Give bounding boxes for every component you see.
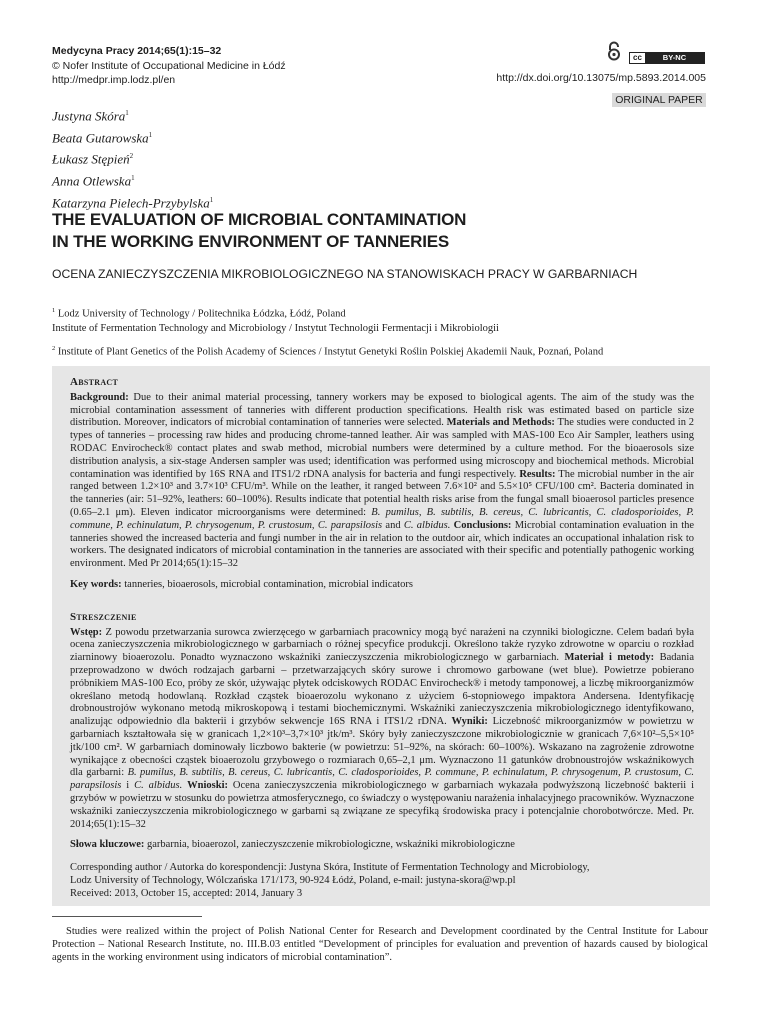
abstract-box <box>52 366 710 906</box>
streszczenie-text: Wstęp: Z powodu przetwarzania surowca zwierzęcego w garbarniach pracownicy mogą być narażeni na czynniki biologiczne. Celem badań była ocena zanieczyszczenia mikrobiologicznego w garbarniach o różnej specyfice produkcji. Określono także ryzyko zdrowotne w oparciu o rozkład ziarninowy bioaerozolu. Ponadto wyznaczono wskaźniki zanieczyszczenia mikrobiologicznego w garbarniach. Materiał i metody: Badania przeprowadzono w dwóch rodzajach garbarni – przetwarzających skóry surowe i chromowo garbowane (wet blue). Powietrze pobierano próbnikiem MAS-100 Eco, próby ze skór, używając płytek odciskowych RODAC Envirocheck® i metody tamponowej, a liczbę mikroorganizmów określano metodą hodowlaną. Rozkład cząstek bioaerozolu wykonano z użyciem 6-stopniowego impaktora Andersena. Identyfikację drobnoustrojów wykonano metodą mikroskopową i testami biochemicznymi. Wskaźniki zanieczyszczenia mikrobiologicznego identyfikowano, analizując odpowiednio dla bakterii i grzybów sekwencje 16S RNA i ITS1/2 rDNA. Wyniki: Liczebność mikroorganizmów w powietrzu w garbarniach kształtowała się w granicach 1,2×10³–3,7×10³ jtk/m³. Skóry były zanieczyszczone mikrobiologicznie w granicach 7,6×10²–5,5×10⁵ jtk/100 cm². W garbarniach dominowały liczbowo bakterie (w powietrzu: 51–92%, na skórach: 60–100%). Wskazano na zagrożenie zdrowotne wynikające z obecności cząstek bioaerozolu grzybowego o rozmiarach 0,65–2,1 μm. Wyznaczono 11 gatunków drobnoustrojów wskaźnikowych dla garbarni: B. pumilus, B. subtilis, B. cereus, C. lubricantis, C. cladosporioides, P. commune, P. echinulatum, P. chrysogenum, P. crustosum, C. parapsilosis i C. albidus. Wnioski: Ocena zanieczyszczenia mikrobiologicznego w garbarniach wykazała podwyższoną liczebność bakterii i grzybów w powietrzu w stosunku do powietrza atmosferycznego, co świadczy o występowaniu narażenia inhalacyjnego pracowników. Wyznaczone wskaźniki zanieczyszczenia mikrobiologicznego w garbarni są związane ze specyfiką środowiska pracy i potencjalnie chorobotwórcze. Med. Pr. 2014;65(1):15–32 <box>70 626 695 830</box>
author-list <box>52 104 213 212</box>
journal-title: Medycyna Pracy 2014;65(1):15–32 <box>52 45 222 57</box>
slowa-kluczowe: Słowa kluczowe: garbarnia, bioaerozol, zanieczyszczenie mikrobiologiczne, wskaźniki mikrobiologiczne <box>70 839 515 851</box>
article-type-badge: ORIGINAL PAPER <box>612 93 706 107</box>
funding-footnote: Studies were realized within the project of Polish National Center for Research and Development coordinated by the Central Institute for Labour Protection – National Research Institute, no. III.B.03 entitled “Development of principles for evaluation and prevention of hazards caused by biological agents in the working environment using indicators of microbial contamination”. <box>52 926 708 963</box>
keywords: Key words: tanneries, bioaerosols, microbial contamination, microbial indicators <box>70 578 413 590</box>
author-name: Beata Gutarowska$^1$ <box>52 129 153 145</box>
affiliations: $^1$ Lodz University of Technology / Politechnika Łódzka, Łódź, Poland Institute of Fermentation Technology and Microbiology / Instytut Technologii Fermentacji i Mikrobiologii $^2$ Institute of Plant Genetics of the Polish Academy of Sciences / Instytut Genetyki Roślin Polskiej Akademii Nauk, Poznań, Poland <box>52 304 712 359</box>
copyright-line: © Nofer Institute of Occupational Medicine in Łódź <box>52 59 286 72</box>
affiliation-2: Institute of Plant Genetics of the Polish Academy of Sciences / Instytut Genetyki Roślin Polskiej Akademii Nauk, Poznań, Poland <box>57 346 604 357</box>
creative-commons-icon <box>629 52 705 64</box>
affiliation-1: Lodz University of Technology / Politechnika Łódzka, Łódź, Poland <box>57 308 346 320</box>
paper-subtitle: OCENA ZANIECZYSZCZENIA MIKROBIOLOGICZNEGO NA STANOWISKACH PRACY W GARBARNIACH <box>52 267 638 281</box>
author-name: Anna Otlewska$^1$ <box>52 173 135 189</box>
journal-url[interactable]: http://medpr.imp.lodz.pl/en <box>52 74 176 86</box>
footnote-divider <box>52 916 202 917</box>
doi-link[interactable]: http://dx.doi.org/10.13075/mp.5893.2014.005 <box>496 72 706 84</box>
streszczenie-heading: Streszczenie <box>70 610 137 623</box>
open-access-icon <box>607 41 621 61</box>
author-name: Katarzyna Pielech-Przybylska$^1$ <box>52 194 214 210</box>
abstract-text: Background: Due to their animal material processing, tannery workers may be exposed to biological agents. The aim of the study was the microbial contamination assessment of tanneries with different production specifications. Health risk was estimated based on particle size distribution. Moreover, indicators of microbial contamination of tanneries were selected. Materials and Methods: The studies were conducted in 2 types of tanneries – processing raw hides and producing chrome-tanned leather. Air was sampled with MAS-100 Eco Air Sampler, leathers using RODAC Envirocheck® contact plates and swab method, microbial numbers were determined by a culture method. For the bioaerosols size distribution analysis, a six-stage Andersen sampler was used; identification was performed using microscopy and biochemical methods. Microbial contamination was identified by 16S RNA and ITS1/2 rDNA analysis for bacteria and fungi respectively. Results: The microbial number in the air ranged between 1.2×10³ and 3.7×10³ CFU/m³. While on the leather, it ranged between 7.6×10² and 5.5×10⁵ CFU/100 cm². Bacteria dominated in the tanneries (air: 51–92%, leathers: 60–100%). Results indicate that potential health risks arise from the fungal small bioaerosol particles presence (0.65–2.1 μm). Eleven indicator microorganisms were determined: B. pumilus, B. subtilis, B. cereus, C. lubricantis, C. cladosporioides, P. commune, P. echinulatum, P. chrysogenum, P. crustosum, C. parapsilosis and C. albidus. Conclusions: Microbial contamination evaluation in the tanneries showed the increased bacteria and fungi number in the air in relation to the outdoor air, which indicates an occupational inhalation risk to workers. The designated indicators of microbial contamination in the tanneries are associated with their specific and potentially pathogenic working environment. Med Pr 2014;65(1):15–32 <box>70 391 695 570</box>
author-name: Justyna Skóra$^1$ <box>52 108 129 124</box>
abstract-heading: Abstract <box>70 376 119 388</box>
journal-header <box>52 44 286 88</box>
license-label: BY-NC <box>645 53 704 63</box>
affiliation-1-institute: Institute of Fermentation Technology and Microbiology / Instytut Technologii Fermentacji i Mikrobiologii <box>52 322 499 334</box>
cc-mark: cc <box>630 53 645 63</box>
paper-title: THE EVALUATION OF MICROBIAL CONTAMINATION IN THE WORKING ENVIRONMENT OF TANNERIES <box>52 210 467 251</box>
correspondence: Corresponding author / Autorka do korespondencji: Justyna Skóra, Institute of Fermentation Technology and Microbiology, Lodz University of Technology, Wólczańska 171/173, 90-924 Łódź, Poland, e-mail: justyna-skora@wp.pl Received: 2013, October 15, accepted: 2014, January 3 <box>70 862 590 899</box>
author-name: Łukasz Stępień$^2$ <box>52 151 134 167</box>
